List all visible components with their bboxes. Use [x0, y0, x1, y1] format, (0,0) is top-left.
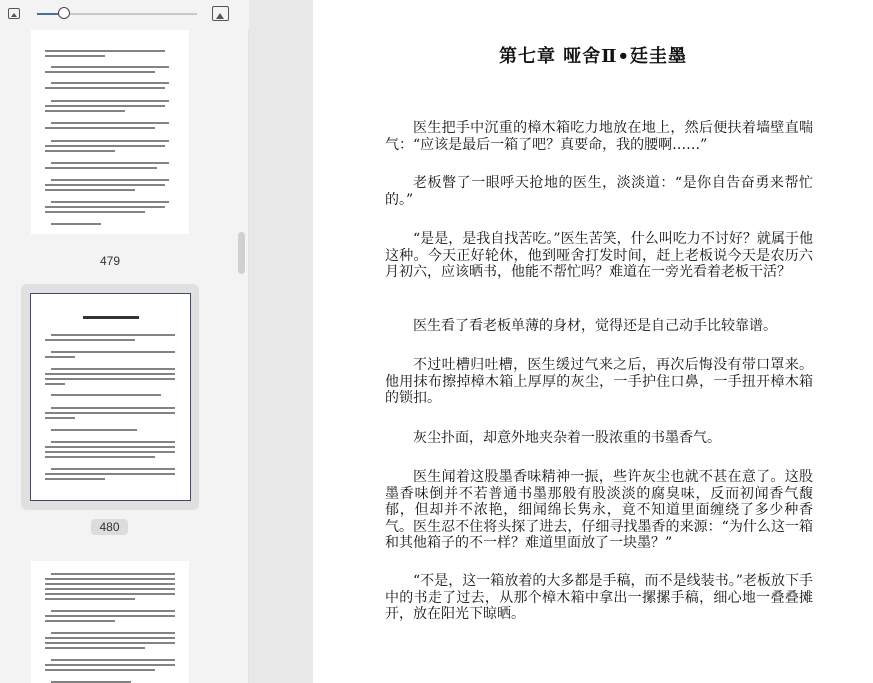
zoom-in-image-icon[interactable]	[212, 6, 229, 21]
thumbnail-page-preview	[31, 561, 189, 683]
paragraph: 医生把手中沉重的樟木箱吃力地放在地上，然后便扶着墙壁直喘气：“应该是最后一箱了吧？真要命，我的腰啊……”	[385, 120, 813, 153]
sidebar-scrollbar[interactable]	[238, 232, 245, 274]
thumbnail-page-number: 479	[99, 254, 121, 268]
thumbnail-page-preview	[30, 293, 191, 501]
thumbnail-sidebar	[0, 0, 249, 683]
viewer-background	[249, 0, 313, 683]
thumbnail-page-number-selected: 480	[91, 519, 128, 535]
zoom-slider-handle[interactable]	[58, 7, 70, 19]
paragraph: “不是，这一箱放着的大多都是手稿，而不是线装书。”老板放下手中的书走了过去，从那个樟木箱中拿出一摞摞手稿，细心地一叠叠摊开，放在阳光下晾晒。	[385, 573, 813, 622]
paragraph: 灰尘扑面，却意外地夹杂着一股浓重的书墨香气。	[413, 430, 721, 446]
sidebar-toolbar	[0, 0, 249, 30]
paragraph: “是是，是我自找苦吃。”医生苦笑，什么叫吃力不讨好？就属于他这种。今天正好轮休，他到哑舍打发时间，赶上老板说今天是农历六月初六，应该晒书，他能不帮忙吗？难道在一旁光看着老板干活？	[385, 231, 813, 280]
thumbnail-card-selected[interactable]	[21, 284, 199, 510]
zoom-out-image-icon[interactable]	[8, 8, 20, 19]
chapter-title: 第七章 哑舍Ⅱ•廷圭墨	[499, 46, 687, 67]
paragraph: 医生闻着这股墨香味精神一振，些许灰尘也就不甚在意了。这股墨香味倒并不若普通书墨那般有股淡淡的腐臭味，反而初闻香气馥郁，但却并不浓艳，细闻绵长隽永，竟不知道里面缠绕了多少种香气。医生忍不住将头探了进去，仔细寻找墨香的来源：“为什么这一箱和其他箱子的不一样？难道里面放了一块墨？”	[385, 469, 813, 551]
thumbnail-page-preview	[31, 30, 189, 234]
thumbnail-card[interactable]	[21, 552, 199, 683]
thumbnail-list[interactable]	[0, 30, 249, 683]
paragraph: 医生看了看老板单薄的身材，觉得还是自己动手比较靠谱。	[413, 318, 777, 334]
thumbnail-card[interactable]	[21, 30, 199, 243]
document-page	[313, 0, 873, 683]
paragraph: 不过吐槽归吐槽，医生缓过气来之后，再次后悔没有带口罩来。他用抹布擦掉樟木箱上厚厚的灰尘，一手护住口鼻，一手扭开樟木箱的锁扣。	[385, 357, 813, 406]
paragraph: 老板瞥了一眼呼天抢地的医生，淡淡道：“是你自告奋勇来帮忙的。”	[385, 175, 813, 208]
